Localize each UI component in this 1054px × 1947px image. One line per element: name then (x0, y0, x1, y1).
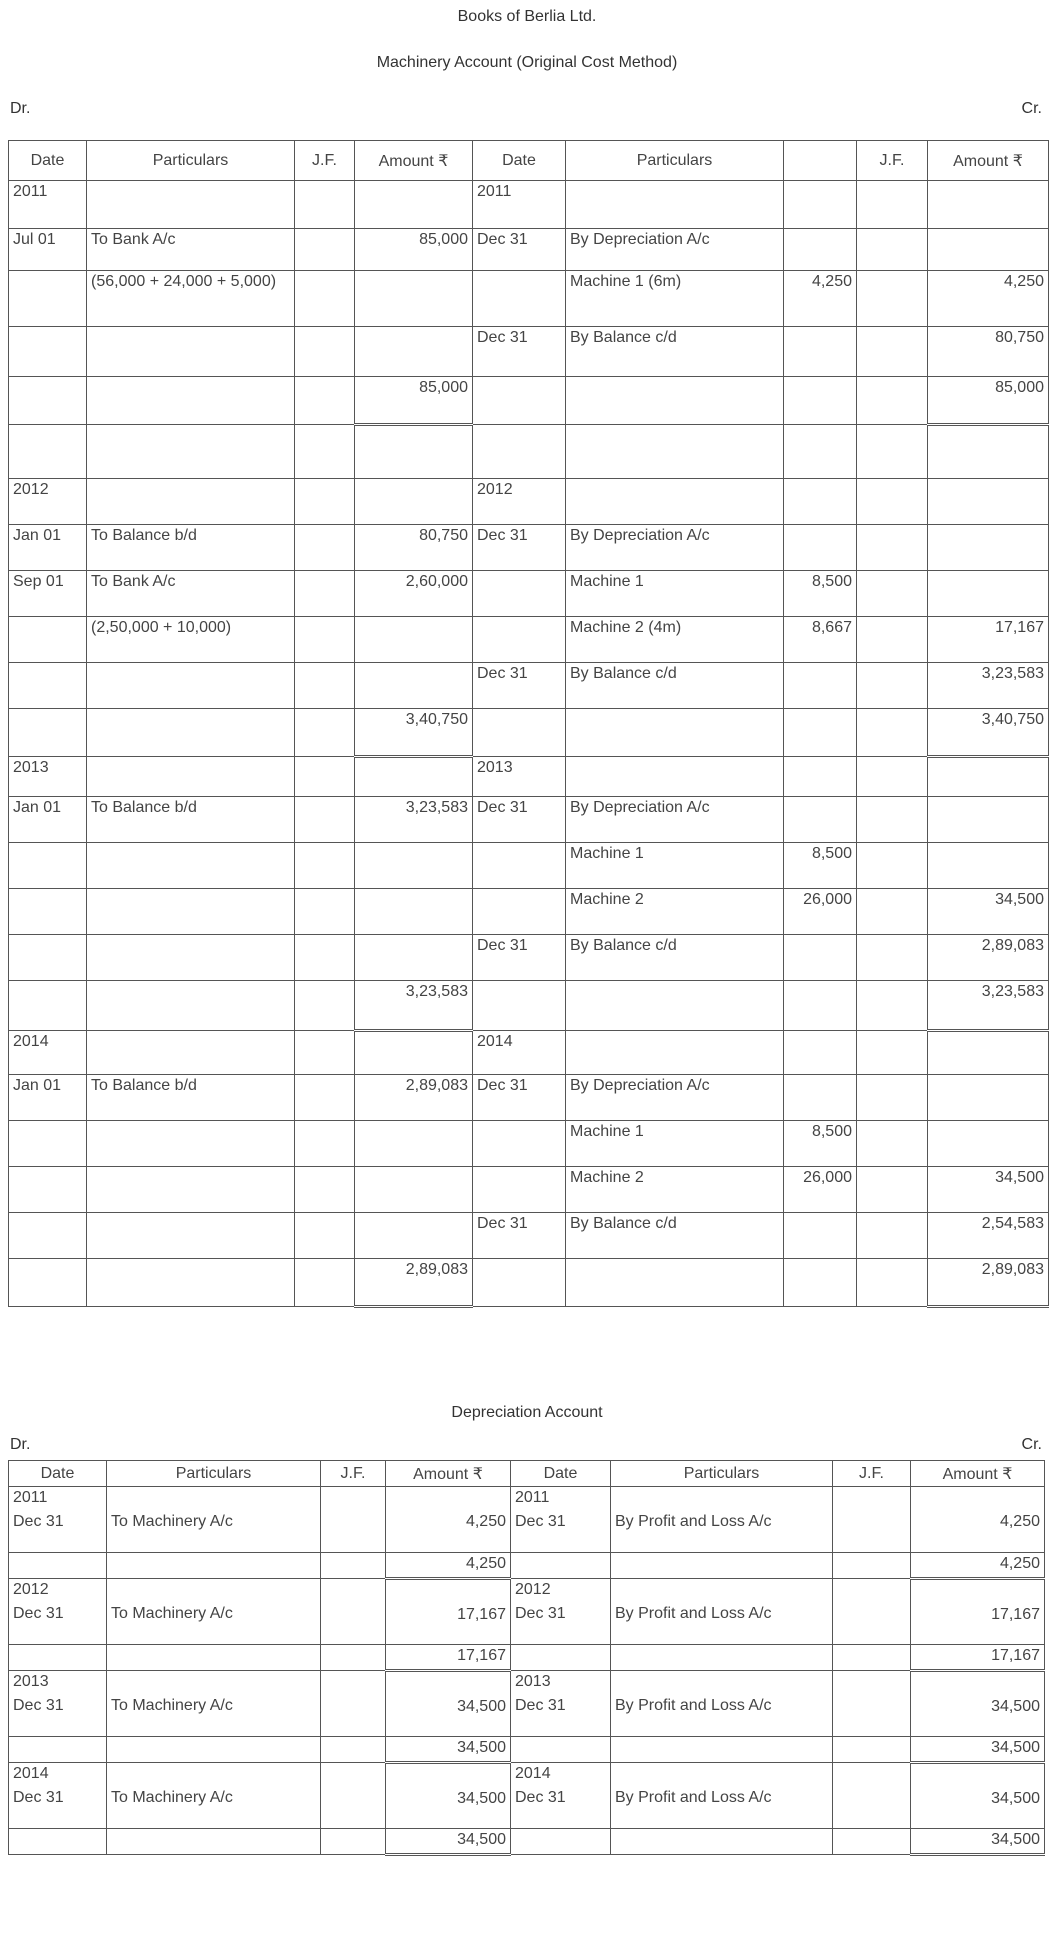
table-row (9, 1121, 1049, 1167)
col-date: Date (9, 141, 87, 181)
sub-amount-cell: 8,500 (784, 843, 857, 889)
table-row (9, 1763, 1045, 1829)
table-row (9, 479, 1049, 525)
particulars-cell: Machine 2 (566, 889, 784, 935)
date-cell: Dec 31 (473, 935, 566, 981)
total-cell: 85,000 (928, 377, 1049, 425)
amount-cell: 17,167 (911, 1579, 1045, 1645)
col-jf: J.F. (321, 1461, 386, 1487)
table-row (9, 935, 1049, 981)
col-particulars: Particulars (87, 141, 295, 181)
date-cell: 2011 Dec 31 (511, 1487, 611, 1553)
table-row (9, 229, 1049, 271)
year-cell: 2013 (9, 757, 87, 797)
col-amount: Amount ₹ (386, 1461, 511, 1487)
dr-label: Dr. (10, 100, 31, 117)
total-cell: 3,40,750 (355, 709, 473, 757)
date-cell: Dec 31 (473, 1075, 566, 1121)
total-cell: 17,167 (911, 1645, 1045, 1671)
amount-cell: 17,167 (386, 1579, 511, 1645)
total-row (9, 377, 1049, 425)
col-amount: Amount ₹ (355, 141, 473, 181)
date-cell: 2014 Dec 31 (511, 1763, 611, 1829)
particulars-cell: Machine 2 (566, 1167, 784, 1213)
col-jf: J.F. (295, 141, 355, 181)
sub-amount-cell: 8,500 (784, 571, 857, 617)
particulars-cell: To Balance b/d (87, 797, 295, 843)
table-row (9, 271, 1049, 327)
amount-cell: 2,89,083 (928, 935, 1049, 981)
particulars-cell: By Depreciation A/c (566, 525, 784, 571)
dr-label: Dr. (10, 1436, 31, 1453)
table-row (9, 327, 1049, 377)
date-cell: Dec 31 (473, 797, 566, 843)
total-cell: 2,89,083 (928, 1259, 1049, 1307)
date-cell: Dec 31 (473, 525, 566, 571)
total-row (9, 1645, 1045, 1671)
table-row (9, 757, 1049, 797)
date-cell: Jan 01 (9, 1075, 87, 1121)
amount-cell: 34,500 (386, 1763, 511, 1829)
total-row (9, 1553, 1045, 1579)
particulars-cell: By Depreciation A/c (566, 1075, 784, 1121)
date-cell: 2012 Dec 31 (9, 1579, 107, 1645)
total-cell: 2,89,083 (355, 1259, 473, 1307)
total-row (9, 981, 1049, 1031)
total-cell: 34,500 (386, 1829, 511, 1855)
table-row (9, 663, 1049, 709)
particulars-cell: To Machinery A/c (107, 1579, 321, 1645)
table-row (9, 571, 1049, 617)
particulars-cell: To Bank A/c (87, 571, 295, 617)
table-row (9, 525, 1049, 571)
amount-cell: 3,23,583 (928, 663, 1049, 709)
machinery-account-table (8, 140, 1049, 1308)
particulars-cell: By Balance c/d (566, 327, 784, 377)
particulars-cell: By Profit and Loss A/c (611, 1671, 833, 1737)
total-row (9, 1737, 1045, 1763)
date-cell: Jul 01 (9, 229, 87, 271)
amount-cell: 80,750 (355, 525, 473, 571)
table-row (9, 181, 1049, 229)
amount-cell: 2,89,083 (355, 1075, 473, 1121)
date-cell: Dec 31 (473, 327, 566, 377)
col-jf: J.F. (833, 1461, 911, 1487)
particulars-cell: To Machinery A/c (107, 1671, 321, 1737)
year-cell: 2011 (473, 181, 566, 229)
col-amount: Amount ₹ (911, 1461, 1045, 1487)
col-particulars: Particulars (107, 1461, 321, 1487)
amount-cell: 17,167 (928, 617, 1049, 663)
particulars-cell: To Balance b/d (87, 525, 295, 571)
particulars-cell: To Balance b/d (87, 1075, 295, 1121)
table-row (9, 1671, 1045, 1737)
amount-cell: 34,500 (928, 889, 1049, 935)
company-title: Books of Berlia Ltd. (457, 8, 597, 25)
col-amount: Amount ₹ (928, 141, 1049, 181)
total-cell: 4,250 (386, 1553, 511, 1579)
particulars-cell: Machine 2 (4m) (566, 617, 784, 663)
depreciation-title: Depreciation Account (451, 1404, 603, 1421)
particulars-cell: By Depreciation A/c (566, 797, 784, 843)
amount-cell: 85,000 (355, 229, 473, 271)
total-row (9, 709, 1049, 757)
total-row (9, 1829, 1045, 1855)
total-cell: 3,23,583 (355, 981, 473, 1031)
particulars-cell: By Balance c/d (566, 1213, 784, 1259)
total-cell: 34,500 (911, 1737, 1045, 1763)
total-cell: 17,167 (386, 1645, 511, 1671)
table-row (9, 1031, 1049, 1075)
table-row (9, 889, 1049, 935)
sub-amount-cell: 8,500 (784, 1121, 857, 1167)
date-cell: Dec 31 (473, 1213, 566, 1259)
date-cell: 2013 Dec 31 (9, 1671, 107, 1737)
amount-cell: 2,54,583 (928, 1213, 1049, 1259)
year-cell: 2014 (9, 1031, 87, 1075)
total-cell: 3,40,750 (928, 709, 1049, 757)
amount-cell: 80,750 (928, 327, 1049, 377)
year-cell: 2011 (9, 181, 87, 229)
year-cell: 2012 (9, 479, 87, 525)
amount-cell: 4,250 (386, 1487, 511, 1553)
amount-cell: 34,500 (911, 1671, 1045, 1737)
date-cell: 2011 Dec 31 (9, 1487, 107, 1553)
amount-cell: 4,250 (911, 1487, 1045, 1553)
amount-cell: 34,500 (928, 1167, 1049, 1213)
total-cell: 34,500 (911, 1829, 1045, 1855)
table-row (9, 1579, 1045, 1645)
table-row (9, 1075, 1049, 1121)
particulars-cell: By Depreciation A/c (566, 229, 784, 271)
cr-label: Cr. (1021, 1436, 1042, 1453)
date-cell: Dec 31 (473, 229, 566, 271)
table-row (9, 425, 1049, 479)
date-cell: 2013 Dec 31 (511, 1671, 611, 1737)
particulars-note: (2,50,000 + 10,000) (87, 617, 295, 663)
table-row (9, 843, 1049, 889)
col-date: Date (473, 141, 566, 181)
col-blank (784, 141, 857, 181)
particulars-cell: To Machinery A/c (107, 1763, 321, 1829)
account-title: Machinery Account (Original Cost Method) (376, 54, 678, 71)
particulars-cell: Machine 1 (566, 1121, 784, 1167)
particulars-cell: By Balance c/d (566, 935, 784, 981)
date-cell: 2014 Dec 31 (9, 1763, 107, 1829)
particulars-cell: To Bank A/c (87, 229, 295, 271)
amount-cell: 34,500 (911, 1763, 1045, 1829)
table-row (9, 617, 1049, 663)
col-particulars: Particulars (566, 141, 784, 181)
col-date: Date (511, 1461, 611, 1487)
sub-amount-cell: 26,000 (784, 1167, 857, 1213)
total-cell: 85,000 (355, 377, 473, 425)
col-date: Date (9, 1461, 107, 1487)
year-cell: 2014 (473, 1031, 566, 1075)
table-row (9, 1487, 1045, 1553)
sub-amount-cell: 4,250 (784, 271, 857, 327)
amount-cell: 2,60,000 (355, 571, 473, 617)
amount-cell: 4,250 (928, 271, 1049, 327)
amount-cell: 3,23,583 (355, 797, 473, 843)
table-row (9, 797, 1049, 843)
particulars-cell: Machine 1 (6m) (566, 271, 784, 327)
date-cell: 2012 Dec 31 (511, 1579, 611, 1645)
depreciation-account-table (8, 1460, 1045, 1856)
particulars-note: (56,000 + 24,000 + 5,000) (87, 271, 295, 327)
total-cell: 4,250 (911, 1553, 1045, 1579)
col-particulars: Particulars (611, 1461, 833, 1487)
particulars-cell: By Profit and Loss A/c (611, 1763, 833, 1829)
table-row (9, 1213, 1049, 1259)
particulars-cell: To Machinery A/c (107, 1487, 321, 1553)
particulars-cell: By Profit and Loss A/c (611, 1579, 833, 1645)
year-cell: 2012 (473, 479, 566, 525)
sub-amount-cell: 26,000 (784, 889, 857, 935)
date-cell: Jan 01 (9, 797, 87, 843)
date-cell: Sep 01 (9, 571, 87, 617)
particulars-cell: By Profit and Loss A/c (611, 1487, 833, 1553)
total-cell: 34,500 (386, 1737, 511, 1763)
date-cell: Jan 01 (9, 525, 87, 571)
total-row (9, 1259, 1049, 1307)
table-row (9, 1167, 1049, 1213)
sub-amount-cell: 8,667 (784, 617, 857, 663)
date-cell: Dec 31 (473, 663, 566, 709)
total-cell: 3,23,583 (928, 981, 1049, 1031)
year-cell: 2013 (473, 757, 566, 797)
particulars-cell: Machine 1 (566, 571, 784, 617)
cr-label: Cr. (1021, 100, 1042, 117)
amount-cell: 34,500 (386, 1671, 511, 1737)
col-jf: J.F. (857, 141, 928, 181)
particulars-cell: Machine 1 (566, 843, 784, 889)
particulars-cell: By Balance c/d (566, 663, 784, 709)
